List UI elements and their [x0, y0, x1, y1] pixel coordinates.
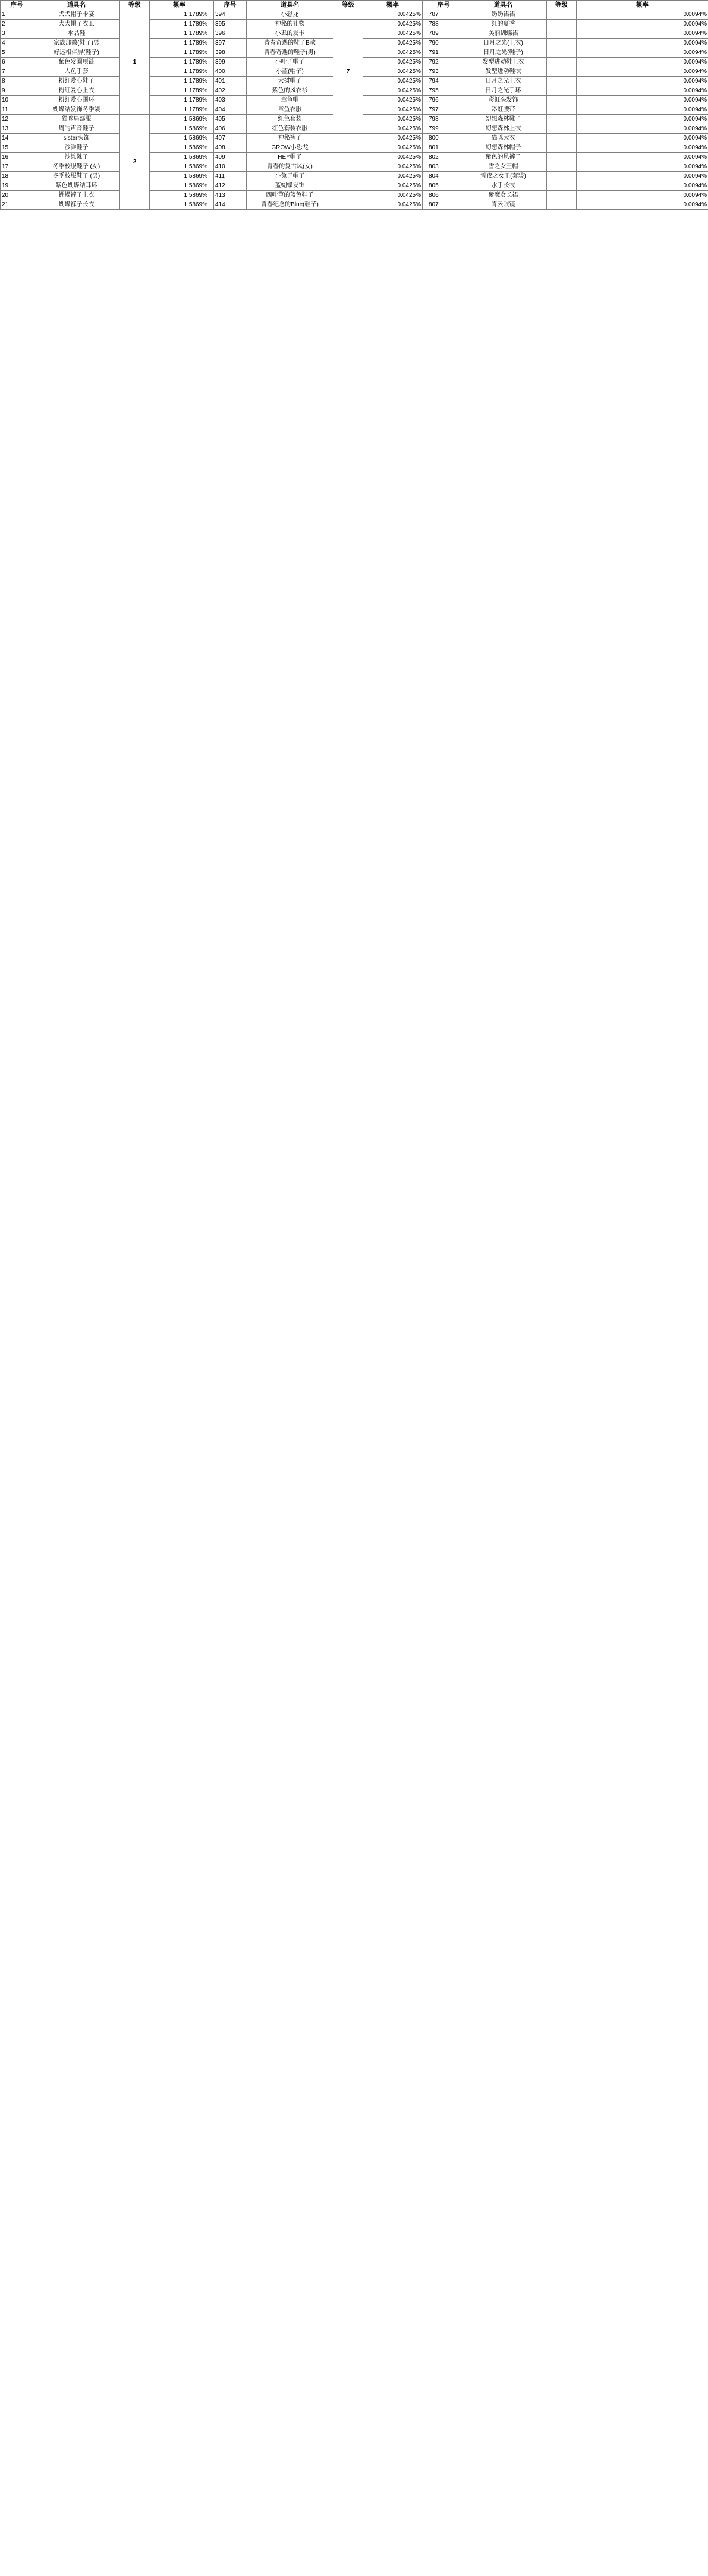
header-seq: 序号 — [214, 1, 247, 10]
row-seq: 410 — [214, 162, 247, 172]
row-probability: 0.0094% — [577, 191, 708, 200]
row-level — [333, 191, 363, 200]
row-seq: 18 — [1, 172, 33, 181]
column-gap — [423, 20, 427, 29]
row-seq: 804 — [427, 172, 460, 181]
row-probability: 1.1789% — [150, 20, 209, 29]
header-name: 道具名 — [247, 1, 333, 10]
row-seq: 800 — [427, 134, 460, 143]
header-seq: 序号 — [427, 1, 460, 10]
row-probability: 0.0094% — [577, 143, 708, 153]
row-seq: 795 — [427, 86, 460, 96]
header-level: 等级 — [120, 1, 150, 10]
row-item-name: 红色套装 — [247, 115, 333, 124]
column-gap — [423, 48, 427, 58]
row-level — [547, 115, 577, 124]
row-probability: 1.5869% — [150, 191, 209, 200]
column-gap — [209, 172, 214, 181]
row-item-name: 青春的复古风(女) — [247, 162, 333, 172]
row-seq: 789 — [427, 29, 460, 39]
row-probability: 0.0094% — [577, 134, 708, 143]
column-gap — [423, 77, 427, 86]
column-gap — [209, 77, 214, 86]
row-seq: 8 — [1, 77, 33, 86]
row-probability: 0.0094% — [577, 67, 708, 77]
row-probability: 0.0094% — [577, 181, 708, 191]
row-item-name: 粉红爱心鞋子 — [33, 77, 120, 86]
row-item-name: HEY帽子 — [247, 153, 333, 162]
row-item-name: 冬季校服鞋子 (女) — [33, 162, 120, 172]
row-probability: 1.5869% — [150, 181, 209, 191]
row-level — [333, 10, 363, 20]
row-seq: 792 — [427, 58, 460, 67]
row-seq: 14 — [1, 134, 33, 143]
row-level — [333, 181, 363, 191]
row-seq: 401 — [214, 77, 247, 86]
row-level — [333, 162, 363, 172]
row-item-name: 紫色的风衣衫 — [247, 86, 333, 96]
table-body — [1, 10, 708, 210]
row-seq: 791 — [427, 48, 460, 58]
row-probability: 0.0094% — [577, 200, 708, 210]
row-probability: 0.0094% — [577, 172, 708, 181]
row-item-name: 章鱼衣服 — [247, 105, 333, 115]
row-probability: 1.5869% — [150, 115, 209, 124]
column-gap — [209, 134, 214, 143]
row-item-name: 紫色的风裤子 — [460, 153, 547, 162]
row-probability: 0.0094% — [577, 162, 708, 172]
row-probability: 1.1789% — [150, 96, 209, 105]
row-seq: 807 — [427, 200, 460, 210]
row-item-name: 小恐龙 — [247, 10, 333, 20]
row-item-name: 日月之光上衣 — [460, 77, 547, 86]
column-gap — [209, 58, 214, 67]
column-gap — [423, 172, 427, 181]
column-gap — [423, 115, 427, 124]
row-item-name: 家族部徽(鞋子)男 — [33, 39, 120, 48]
row-seq: 787 — [427, 10, 460, 20]
table-row — [1, 124, 708, 134]
row-seq: 797 — [427, 105, 460, 115]
row-level — [547, 96, 577, 105]
row-level — [547, 67, 577, 77]
row-seq: 3 — [1, 29, 33, 39]
row-item-name: 红色套装衣服 — [247, 124, 333, 134]
row-seq: 402 — [214, 86, 247, 96]
row-probability: 0.0094% — [577, 115, 708, 124]
row-probability: 0.0094% — [577, 86, 708, 96]
row-level — [547, 39, 577, 48]
column-gap — [209, 181, 214, 191]
row-probability: 0.0425% — [363, 10, 423, 20]
row-probability: 0.0425% — [363, 115, 423, 124]
row-item-name: 发型进动鞋衣 — [460, 67, 547, 77]
row-seq: 398 — [214, 48, 247, 58]
header-name: 道具名 — [33, 1, 120, 10]
row-seq: 405 — [214, 115, 247, 124]
row-probability: 1.1789% — [150, 58, 209, 67]
row-probability: 1.5869% — [150, 172, 209, 181]
row-probability: 0.0094% — [577, 58, 708, 67]
column-gap — [423, 10, 427, 20]
row-level — [547, 172, 577, 181]
row-item-name: 小丑的发卡 — [247, 29, 333, 39]
row-seq: 17 — [1, 162, 33, 172]
column-gap — [209, 39, 214, 48]
row-item-name: 四叶草的蓝色鞋子 — [247, 191, 333, 200]
row-seq: 790 — [427, 39, 460, 48]
row-probability: 0.0425% — [363, 48, 423, 58]
row-seq: 16 — [1, 153, 33, 162]
column-gap — [423, 96, 427, 105]
row-probability: 0.0094% — [577, 77, 708, 86]
column-gap — [423, 29, 427, 39]
row-probability: 1.5869% — [150, 200, 209, 210]
row-probability: 0.0425% — [363, 67, 423, 77]
row-seq: 802 — [427, 153, 460, 162]
row-item-name: 彩虹腰带 — [460, 105, 547, 115]
row-seq: 4 — [1, 39, 33, 48]
row-item-name: 大树帽子 — [247, 77, 333, 86]
row-item-name: 紫色发圈项链 — [33, 58, 120, 67]
column-gap — [209, 96, 214, 105]
column-gap — [209, 200, 214, 210]
row-item-name: 神秘的礼物 — [247, 20, 333, 29]
row-seq: 20 — [1, 191, 33, 200]
column-gap — [423, 181, 427, 191]
row-probability: 1.1789% — [150, 77, 209, 86]
row-item-name: 日月之光(鞋子) — [460, 48, 547, 58]
row-seq: 414 — [214, 200, 247, 210]
row-level — [333, 143, 363, 153]
row-seq: 6 — [1, 58, 33, 67]
row-probability: 1.5869% — [150, 124, 209, 134]
row-level — [547, 29, 577, 39]
row-seq: 395 — [214, 20, 247, 29]
row-level — [547, 77, 577, 86]
row-item-name: 雪之女王帽 — [460, 162, 547, 172]
row-seq: 798 — [427, 115, 460, 124]
row-item-name: 沙滩靴子 — [33, 153, 120, 162]
column-gap — [423, 191, 427, 200]
header-prob: 概率 — [577, 1, 708, 10]
row-level — [547, 58, 577, 67]
row-probability: 0.0094% — [577, 105, 708, 115]
row-seq: 13 — [1, 124, 33, 134]
column-gap — [423, 134, 427, 143]
row-item-name: GROW小恐龙 — [247, 143, 333, 153]
column-gap — [209, 86, 214, 96]
row-item-name: 发型进动鞋上衣 — [460, 58, 547, 67]
column-gap — [209, 67, 214, 77]
table-row — [1, 134, 708, 143]
row-seq: 19 — [1, 181, 33, 191]
row-item-name: 水晶鞋 — [33, 29, 120, 39]
column-gap — [209, 1, 214, 10]
row-level — [547, 143, 577, 153]
row-probability: 1.1789% — [150, 10, 209, 20]
row-seq: 2 — [1, 20, 33, 29]
row-seq: 796 — [427, 96, 460, 105]
row-probability: 1.1789% — [150, 67, 209, 77]
row-seq: 5 — [1, 48, 33, 58]
header-level: 等级 — [333, 1, 363, 10]
row-seq: 411 — [214, 172, 247, 181]
table-row — [1, 153, 708, 162]
row-probability: 0.0094% — [577, 29, 708, 39]
row-probability: 0.0425% — [363, 153, 423, 162]
row-item-name: 沙滩鞋子 — [33, 143, 120, 153]
row-item-name: 小蓝(帽子) — [247, 67, 333, 77]
row-item-name: 人鱼手套 — [33, 67, 120, 77]
header-prob: 概率 — [150, 1, 209, 10]
column-gap — [423, 86, 427, 96]
row-level — [547, 191, 577, 200]
column-gap — [209, 143, 214, 153]
row-probability: 1.1789% — [150, 39, 209, 48]
row-seq: 21 — [1, 200, 33, 210]
row-probability: 0.0425% — [363, 39, 423, 48]
row-seq: 805 — [427, 181, 460, 191]
row-item-name: 日月之光(上衣) — [460, 39, 547, 48]
row-seq: 1 — [1, 10, 33, 20]
table-row — [1, 200, 708, 210]
row-seq: 10 — [1, 96, 33, 105]
row-probability: 0.0425% — [363, 172, 423, 181]
column-gap — [423, 1, 427, 10]
header-level: 等级 — [547, 1, 577, 10]
row-probability: 1.1789% — [150, 105, 209, 115]
row-seq: 7 — [1, 67, 33, 77]
row-level — [547, 48, 577, 58]
row-item-name: 青云眼镜 — [460, 200, 547, 210]
column-gap — [209, 48, 214, 58]
row-probability: 0.0425% — [363, 86, 423, 96]
row-level — [547, 200, 577, 210]
column-gap — [423, 162, 427, 172]
row-level: 1 — [120, 10, 150, 115]
row-level — [547, 105, 577, 115]
row-level: 2 — [120, 115, 150, 210]
header-prob: 概率 — [363, 1, 423, 10]
row-item-name: sister头饰 — [33, 134, 120, 143]
row-item-name: 水手长衣 — [460, 181, 547, 191]
row-seq: 806 — [427, 191, 460, 200]
row-seq: 408 — [214, 143, 247, 153]
column-gap — [209, 20, 214, 29]
row-item-name: 红的夏季 — [460, 20, 547, 29]
row-seq: 803 — [427, 162, 460, 172]
row-level — [547, 86, 577, 96]
row-level: 7 — [333, 20, 363, 124]
row-item-name: 雪夜之女王(套装) — [460, 172, 547, 181]
row-probability: 0.0425% — [363, 77, 423, 86]
table-row — [1, 162, 708, 172]
row-item-name: 粉红爱心上衣 — [33, 86, 120, 96]
row-seq: 403 — [214, 96, 247, 105]
table-row — [1, 191, 708, 200]
row-seq: 15 — [1, 143, 33, 153]
row-item-name: 彩虹头发饰 — [460, 96, 547, 105]
row-seq: 412 — [214, 181, 247, 191]
row-seq: 12 — [1, 115, 33, 124]
row-seq: 406 — [214, 124, 247, 134]
row-item-name: 章鱼帽 — [247, 96, 333, 105]
row-item-name: 蝴蝶裤子长衣 — [33, 200, 120, 210]
table-row — [1, 172, 708, 181]
row-seq: 788 — [427, 20, 460, 29]
column-gap — [423, 200, 427, 210]
row-seq: 394 — [214, 10, 247, 20]
row-probability: 0.0425% — [363, 191, 423, 200]
column-gap — [209, 153, 214, 162]
table-row — [1, 10, 708, 20]
row-level — [547, 162, 577, 172]
row-level — [547, 20, 577, 29]
row-level — [333, 153, 363, 162]
row-probability: 1.1789% — [150, 48, 209, 58]
row-level — [547, 124, 577, 134]
row-probability: 0.0425% — [363, 200, 423, 210]
row-probability: 0.0094% — [577, 20, 708, 29]
row-seq: 801 — [427, 143, 460, 153]
row-seq: 397 — [214, 39, 247, 48]
row-probability: 0.0425% — [363, 105, 423, 115]
table-row — [1, 143, 708, 153]
row-item-name: 青春奇遇的鞋子B款 — [247, 39, 333, 48]
row-item-name: 好运相伴屏(鞋子) — [33, 48, 120, 58]
row-item-name: 小叶子帽子 — [247, 58, 333, 67]
row-probability: 1.5869% — [150, 162, 209, 172]
row-seq: 399 — [214, 58, 247, 67]
column-gap — [209, 191, 214, 200]
column-gap — [423, 105, 427, 115]
row-item-name: 幻想森林上衣 — [460, 124, 547, 134]
column-gap — [209, 162, 214, 172]
row-seq: 407 — [214, 134, 247, 143]
row-probability: 0.0425% — [363, 143, 423, 153]
row-probability: 1.5869% — [150, 134, 209, 143]
row-item-name: 蓝蝴蝶发饰 — [247, 181, 333, 191]
row-item-name: 冬季校服鞋子 (男) — [33, 172, 120, 181]
row-item-name: 幻想森林帽子 — [460, 143, 547, 153]
row-probability: 0.0425% — [363, 58, 423, 67]
row-seq: 799 — [427, 124, 460, 134]
column-gap — [423, 124, 427, 134]
row-seq: 413 — [214, 191, 247, 200]
row-seq: 400 — [214, 67, 247, 77]
row-level — [547, 181, 577, 191]
row-item-name: 粉红爱心围环 — [33, 96, 120, 105]
column-gap — [209, 115, 214, 124]
row-level — [333, 172, 363, 181]
row-seq: 11 — [1, 105, 33, 115]
row-probability: 1.1789% — [150, 29, 209, 39]
column-gap — [209, 105, 214, 115]
row-item-name: 猫咪局部服 — [33, 115, 120, 124]
row-probability: 0.0425% — [363, 124, 423, 134]
header-seq: 序号 — [1, 1, 33, 10]
row-seq: 409 — [214, 153, 247, 162]
table-row — [1, 181, 708, 191]
row-item-name: 幻想森林靴子 — [460, 115, 547, 124]
row-level — [547, 153, 577, 162]
row-probability: 0.0094% — [577, 48, 708, 58]
row-item-name: 奶奶裙裙 — [460, 10, 547, 20]
row-probability: 0.0094% — [577, 124, 708, 134]
header-name: 道具名 — [460, 1, 547, 10]
row-seq: 793 — [427, 67, 460, 77]
column-gap — [209, 29, 214, 39]
row-seq: 794 — [427, 77, 460, 86]
column-gap — [423, 67, 427, 77]
column-gap — [423, 143, 427, 153]
column-gap — [423, 39, 427, 48]
row-probability: 0.0425% — [363, 96, 423, 105]
row-item-name: 周的声音鞋子 — [33, 124, 120, 134]
header-row — [1, 1, 708, 10]
row-probability: 0.0094% — [577, 10, 708, 20]
row-probability: 0.0094% — [577, 39, 708, 48]
row-probability: 0.0425% — [363, 162, 423, 172]
row-probability: 0.0425% — [363, 20, 423, 29]
row-level — [333, 200, 363, 210]
row-item-name: 蝴蝶结发饰冬季装 — [33, 105, 120, 115]
row-item-name: 青春奇遇的鞋子(男) — [247, 48, 333, 58]
row-item-name: 日月之光手环 — [460, 86, 547, 96]
row-seq: 9 — [1, 86, 33, 96]
row-item-name: 猫咪大衣 — [460, 134, 547, 143]
row-item-name: 紫色蝴蝶结耳环 — [33, 181, 120, 191]
row-level — [547, 134, 577, 143]
row-level — [333, 134, 363, 143]
row-seq: 396 — [214, 29, 247, 39]
row-item-name: 紫魔女长裙 — [460, 191, 547, 200]
row-item-name: 神秘裤子 — [247, 134, 333, 143]
row-level — [333, 124, 363, 134]
row-item-name: 美丽蝴蝶裙 — [460, 29, 547, 39]
row-item-name: 犬犬帽子衣卫 — [33, 20, 120, 29]
row-item-name: 蝴蝶裤子上衣 — [33, 191, 120, 200]
row-item-name: 小兔子帽子 — [247, 172, 333, 181]
row-item-name: 犬犬帽子卡宴 — [33, 10, 120, 20]
row-probability: 0.0094% — [577, 96, 708, 105]
row-probability: 0.0425% — [363, 181, 423, 191]
column-gap — [209, 124, 214, 134]
row-probability: 0.0425% — [363, 134, 423, 143]
row-level — [547, 10, 577, 20]
column-gap — [423, 153, 427, 162]
row-probability: 1.1789% — [150, 86, 209, 96]
column-gap — [423, 58, 427, 67]
row-probability: 0.0425% — [363, 29, 423, 39]
row-probability: 1.5869% — [150, 143, 209, 153]
row-item-name: 青春纪念的Blue(鞋子) — [247, 200, 333, 210]
row-seq: 404 — [214, 105, 247, 115]
probability-table — [0, 0, 708, 210]
row-probability: 1.5869% — [150, 153, 209, 162]
table-row — [1, 20, 708, 29]
row-probability: 0.0094% — [577, 153, 708, 162]
column-gap — [209, 10, 214, 20]
